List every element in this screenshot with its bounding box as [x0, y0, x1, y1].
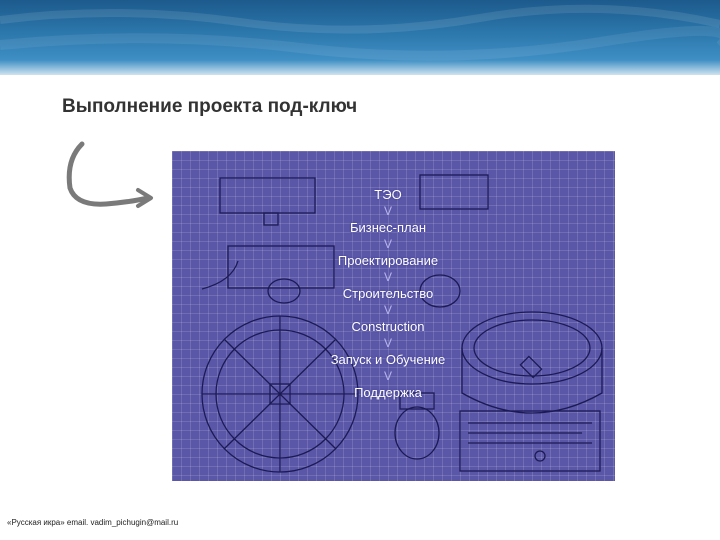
step-separator: V: [383, 270, 392, 284]
footer-contact: «Русская икра» email. vadim_pichugin@mail.ru: [7, 518, 179, 527]
step-launch-training: Запуск и Обучение: [330, 352, 446, 367]
step-design: Проектирование: [337, 253, 439, 268]
step-separator: V: [383, 303, 392, 317]
page-title: Выполнение проекта под-ключ: [62, 96, 358, 117]
step-construction: Construction: [351, 319, 425, 334]
step-business-plan: Бизнес-план: [349, 220, 427, 235]
water-banner: [0, 0, 720, 75]
step-teo: ТЭО: [374, 187, 402, 202]
step-separator: V: [383, 369, 392, 383]
step-building: Строительство: [342, 286, 434, 301]
step-support: Поддержка: [354, 385, 422, 400]
step-separator: V: [383, 237, 392, 251]
project-steps: [28, 186, 720, 401]
step-separator: V: [383, 204, 392, 218]
step-separator: V: [383, 336, 392, 350]
